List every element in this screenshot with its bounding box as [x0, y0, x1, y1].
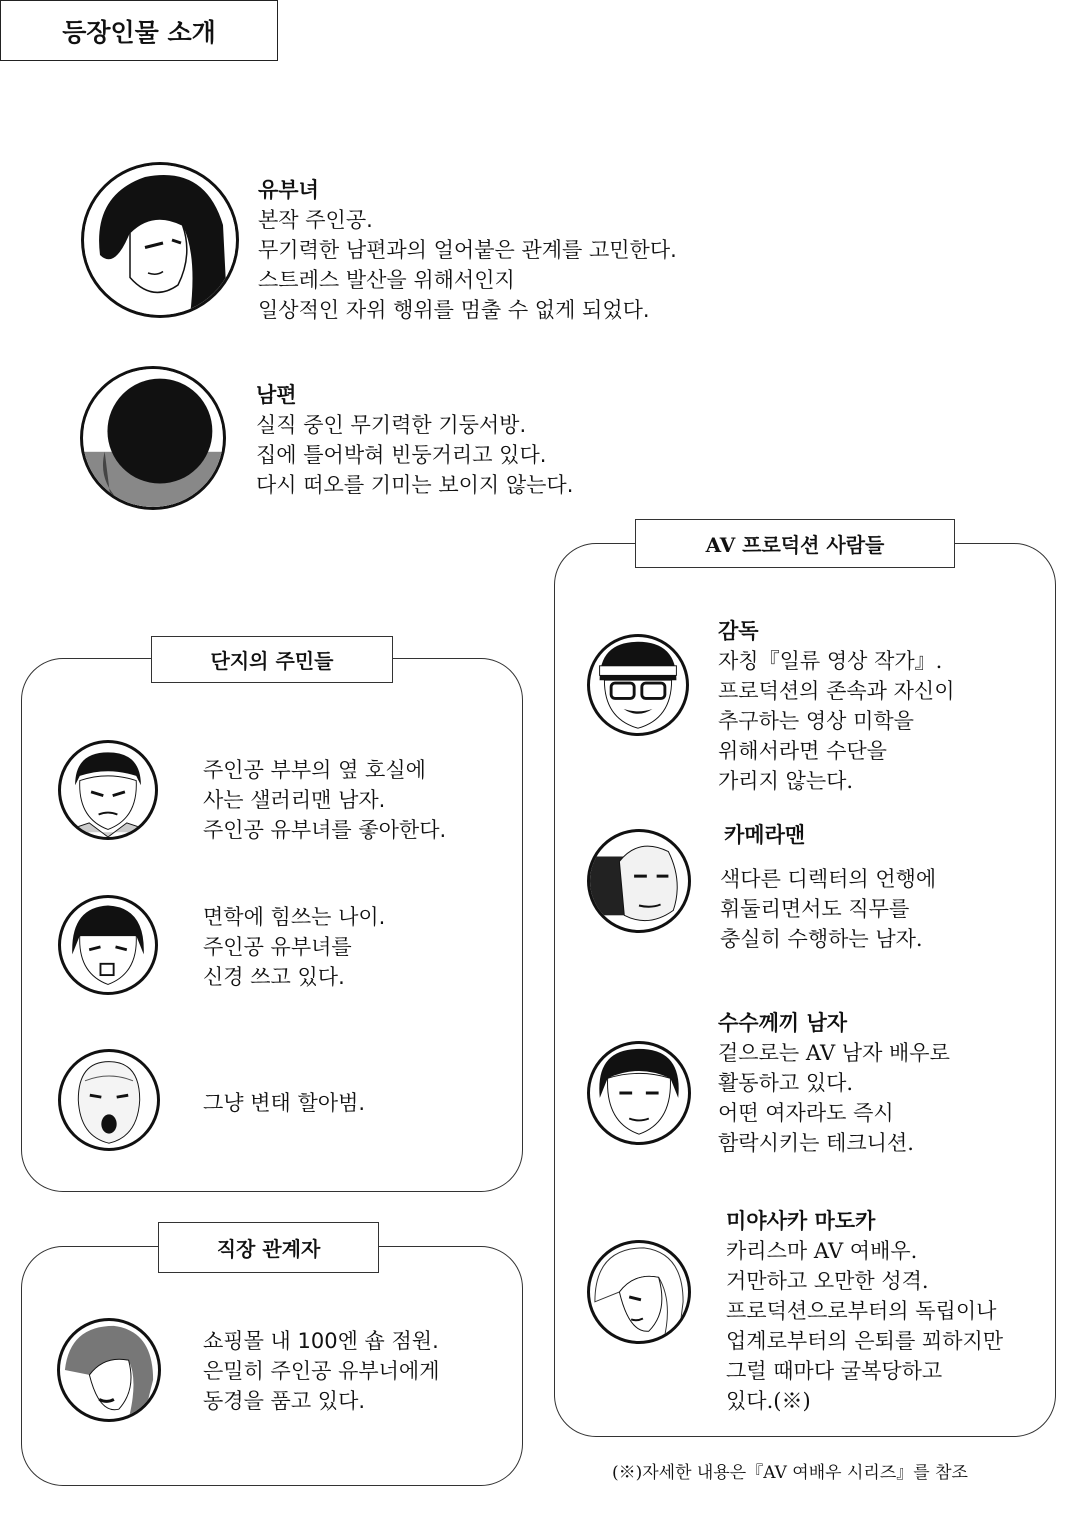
husband-silhouette-icon: [83, 369, 223, 507]
character-director: [718, 616, 955, 796]
description-line: 쇼핑몰 내 100엔 숍 점원.: [203, 1329, 439, 1353]
director-face-icon: [590, 637, 686, 733]
portrait-madoka: [587, 1240, 691, 1344]
description-line: 함락시키는 테크니션.: [718, 1131, 914, 1155]
description-line: 주인공 유부녀를 좋아한다.: [203, 818, 447, 842]
student-face-icon: [61, 898, 155, 992]
portrait-wife: [81, 162, 239, 318]
character-cameraman: [720, 820, 936, 954]
character-student: [203, 902, 385, 992]
residents-label: 단지의 주민들: [151, 636, 393, 683]
cameraman-face-icon: [590, 832, 688, 930]
description-line: 활동하고 있다.: [718, 1071, 854, 1095]
description-line: 집에 틀어박혀 빈둥거리고 있다.: [256, 443, 547, 467]
character-shop-clerk: [203, 1326, 440, 1416]
description-line: 사는 샐러리맨 남자.: [203, 788, 386, 812]
description-line: 충실히 수행하는 남자.: [720, 927, 923, 951]
page-title: 등장인물 소개: [0, 0, 278, 61]
character-name: 수수께끼 남자: [718, 1010, 848, 1035]
description-line: 그럴 때마다 굴복당하고: [726, 1359, 943, 1383]
portrait-shop-clerk: [57, 1318, 161, 1422]
character-salaryman: [203, 755, 446, 845]
salaryman-face-icon: [61, 743, 155, 837]
description-line: 자칭『일류 영상 작가』.: [718, 649, 943, 673]
description-line: 위해서라면 수단을: [718, 739, 887, 763]
wife-face-icon: [84, 165, 236, 315]
character-name: 유부녀: [258, 178, 319, 202]
character-name: 남편: [256, 383, 297, 407]
description-line: 그냥 변태 할아범.: [203, 1091, 366, 1115]
description-line: 업계로부터의 은퇴를 꾀하지만: [726, 1329, 1004, 1353]
shop-clerk-face-icon: [60, 1321, 158, 1419]
description-line: 스트레스 발산을 위해서인지: [258, 268, 515, 292]
description-line: 카리스마 AV 여배우.: [726, 1239, 918, 1263]
character-husband: [256, 380, 573, 500]
description-line: 색다른 디렉터의 언행에: [720, 867, 937, 891]
mysterious-man-face-icon: [590, 1044, 688, 1142]
portrait-old-man: [58, 1049, 160, 1151]
portrait-husband: [80, 366, 226, 510]
portrait-student: [58, 895, 158, 995]
description-line: 주인공 유부녀를: [203, 935, 352, 959]
character-name: 카메라맨: [724, 822, 806, 847]
description-line: 가리지 않는다.: [718, 769, 854, 793]
portrait-director: [587, 634, 689, 736]
character-old-man: [203, 1088, 365, 1118]
madoka-face-icon: [590, 1243, 688, 1341]
portrait-mysterious-man: [587, 1041, 691, 1145]
description-line: 실직 중인 무기력한 기둥서방.: [256, 413, 527, 437]
footnote: (※)자세한 내용은『AV 여배우 시리즈』를 참조: [612, 1463, 968, 1483]
description-line: 일상적인 자위 행위를 멈출 수 없게 되었다.: [258, 298, 650, 322]
description-line: 프로덕션의 존속과 자신이: [718, 679, 955, 703]
description-line: 어떤 여자라도 즉시: [718, 1101, 894, 1125]
description-line: 무기력한 남편과의 얼어붙은 관계를 고민한다.: [258, 238, 677, 262]
description-line: 휘둘리면서도 직무를: [720, 897, 910, 921]
character-name: 감독: [718, 618, 759, 643]
description-line: 추구하는 영상 미학을: [718, 709, 914, 733]
description-line: 겉으로는 AV 남자 배우로: [718, 1041, 950, 1065]
description-line: 있다.(※): [726, 1389, 811, 1413]
description-line: 주인공 부부의 옆 호실에: [203, 758, 426, 782]
character-mysterious-man: [718, 1008, 950, 1158]
character-name: 미야사카 마도카: [726, 1208, 876, 1233]
description-line: 거만하고 오만한 성격.: [726, 1269, 929, 1293]
description-line: 동경을 품고 있다.: [203, 1389, 366, 1413]
workplace-label: 직장 관계자: [158, 1222, 379, 1273]
character-wife: [258, 175, 677, 325]
description-line: 은밀히 주인공 유부너에게: [203, 1359, 440, 1383]
description-line: 다시 떠오를 기미는 보이지 않는다.: [256, 473, 574, 497]
portrait-salaryman: [58, 740, 158, 840]
portrait-cameraman: [587, 829, 691, 933]
description-line: 프로덕션으로부터의 독립이나: [726, 1299, 997, 1323]
old-man-face-icon: [61, 1052, 157, 1148]
description-line: 신경 쓰고 있다.: [203, 965, 345, 989]
character-madoka: [726, 1206, 1003, 1416]
description-line: 면학에 힘쓰는 나이.: [203, 905, 386, 929]
av-production-label: AV 프로덕션 사람들: [635, 519, 955, 568]
description-line: 본작 주인공.: [258, 208, 373, 232]
